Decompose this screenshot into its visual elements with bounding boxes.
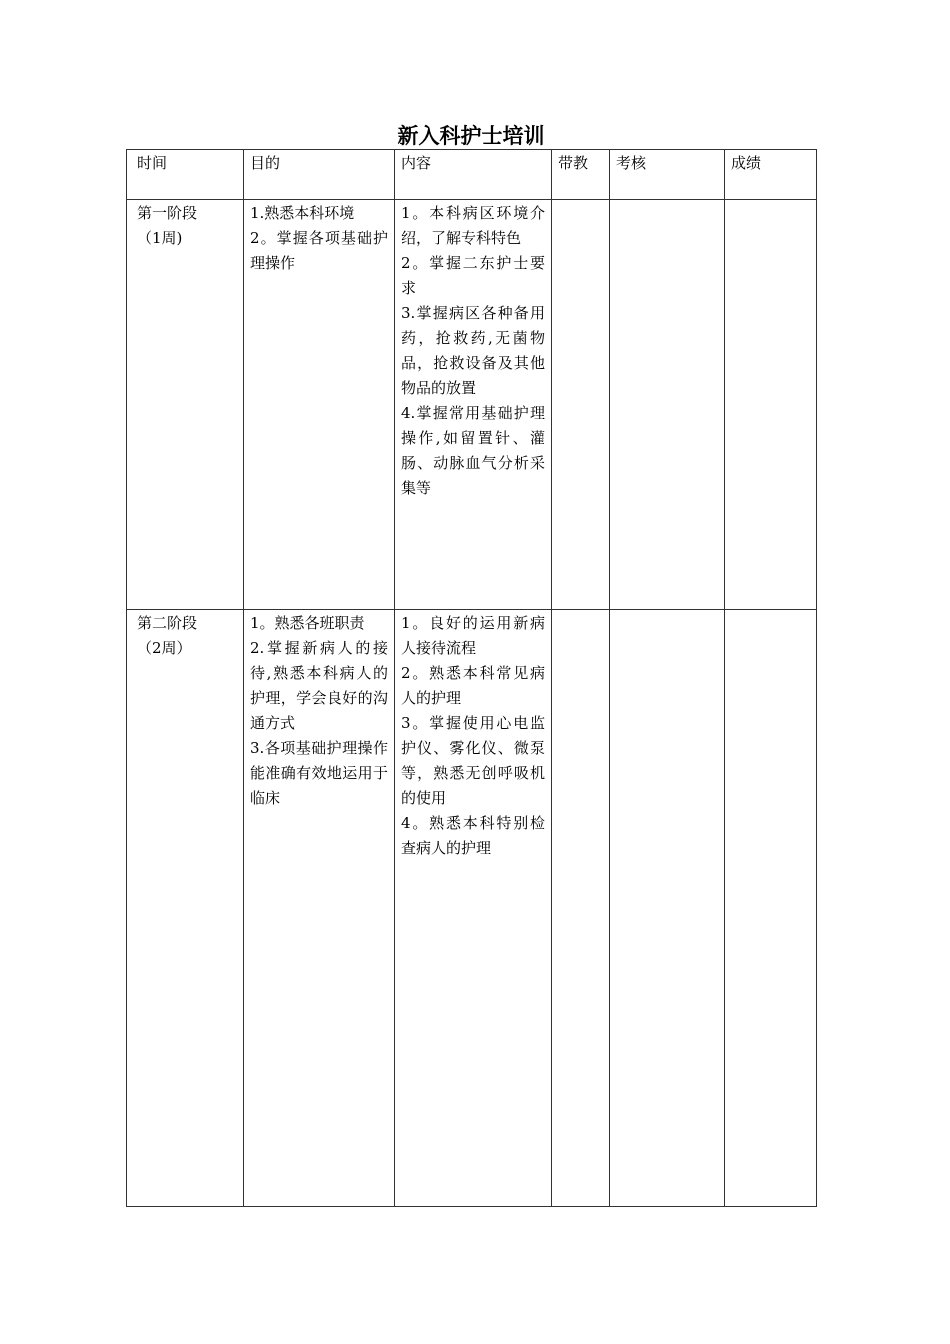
goal-item: 2.掌握新病人的接待,熟悉本科病人的护理，学会良好的沟通方式 [250,639,388,732]
content-item: 1。本科病区环境介绍，了解专科特色 [401,204,545,247]
goal-item: 3.各项基础护理操作能准确有效地运用于临床 [250,739,388,807]
content-item: 2。掌握二东护士要求 [401,254,545,297]
mentor-cell [552,610,610,1207]
content-item: 4。熟悉本科特别检查病人的护理 [401,814,545,857]
goal-item: 1。熟悉各班职责 [250,614,365,632]
exam-cell [610,200,725,610]
content-cell [395,610,552,1207]
document-title: 新入科护士培训 [397,123,545,148]
goal-cell [244,200,395,610]
goal-item: 1.熟悉本科环境 [250,204,355,222]
stage-name: 第一阶段 [137,204,198,222]
content-item: 2。熟悉本科常见病人的护理 [401,664,545,707]
stage-name: 第二阶段 [137,614,198,632]
table-row [127,610,817,1207]
stage-duration: （2周） [137,639,192,657]
content-item: 4.掌握常用基础护理操作,如留置针、灌肠、动脉血气分析采集等 [401,404,545,497]
content-item: 3.掌握病区各种备用药，抢救药,无菌物品，抢救设备及其他物品的放置 [401,304,545,397]
header-mentor: 带教 [552,150,610,200]
table-header-row [127,150,817,200]
score-cell [725,610,817,1207]
score-cell [725,200,817,610]
training-plan-table [126,149,817,1207]
table-row [127,200,817,610]
goal-item: 2。掌握各项基础护理操作 [250,229,388,272]
mentor-cell [552,200,610,610]
stage-duration: （1周) [137,229,183,247]
exam-cell [610,610,725,1207]
goal-cell [244,610,395,1207]
content-cell [395,200,552,610]
content-item: 3。掌握使用心电监护仪、雾化仪、微泵等，熟悉无创呼吸机的使用 [401,714,545,807]
stage-cell [127,610,244,1207]
header-time: 时间 [127,150,244,200]
header-exam: 考核 [610,150,725,200]
header-score: 成绩 [725,150,817,200]
header-content: 内容 [395,150,552,200]
stage-cell [127,200,244,610]
content-item: 1。良好的运用新病人接待流程 [401,614,545,657]
header-goal: 目的 [244,150,395,200]
